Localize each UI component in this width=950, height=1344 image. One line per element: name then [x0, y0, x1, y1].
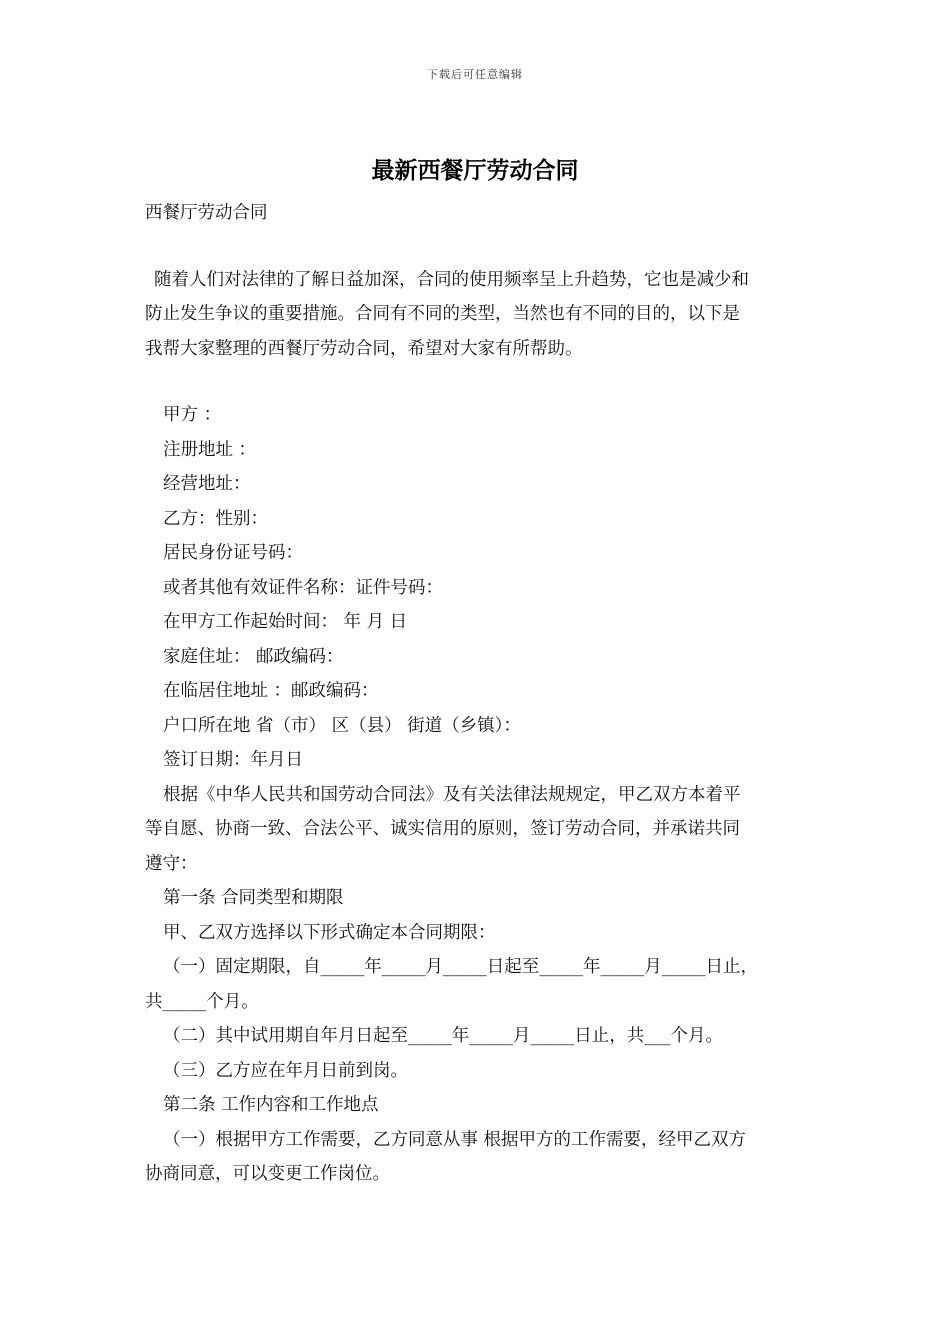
article-item: （一）固定期限，自_____年_____月_____日起至_____年_____月_____日止， [163, 957, 758, 977]
intro-line: 我帮大家整理的西餐厅劳动合同，希望对大家有所帮助。 [145, 338, 583, 359]
field-registered-address: 注册地址 ： [163, 439, 257, 460]
article-item-continuation: 协商同意，可以变更工作岗位。 [145, 1164, 390, 1184]
article-item-continuation: 共_____个月。 [145, 991, 259, 1012]
basis-line: 根据《中华人民共和国劳动合同法》及有关法律法规规定，甲乙双方本着平 [163, 784, 741, 805]
field-sign-date: 签订日期：年月日 [163, 750, 303, 770]
subtitle: 西餐厅劳动合同 [145, 203, 268, 223]
article-item: （二）其中试用期自年月日起至_____年_____月_____日止，共___个月。 [163, 1026, 723, 1046]
article-2 [145, 1088, 825, 1192]
article-heading: 第二条 工作内容和工作地点 [163, 1095, 379, 1115]
article-item: （三）乙方应在年月日前到岗。 [163, 1060, 408, 1081]
spacer [145, 231, 825, 263]
field-party-b: 乙方：性别： [163, 508, 268, 529]
article-text: 甲、乙双方选择以下形式确定本合同期限： [163, 922, 496, 943]
intro-paragraph [145, 263, 825, 367]
document-body [145, 196, 825, 1192]
document-title: 最新西餐厅劳动合同 [371, 157, 579, 184]
field-business-address: 经营地址： [163, 474, 251, 494]
article-1 [145, 881, 825, 1088]
article-heading: 第一条 合同类型和期限 [163, 888, 344, 908]
spacer [145, 366, 825, 398]
basis-line: 等自愿、协商一致、合法公平、诚实信用的原则，签订劳动合同，并承诺共同 [145, 819, 740, 839]
header-note: 下载后可任意编辑 [427, 68, 523, 81]
basis-paragraph [145, 778, 825, 882]
intro-line: 防止发生争议的重要措施。合同有不同的类型，当然也有不同的目的，以下是 [145, 304, 740, 324]
field-other-id: 或者其他有效证件名称：证件号码： [163, 577, 443, 598]
basis-line: 遵守： [145, 853, 198, 874]
article-item: （一）根据甲方工作需要，乙方同意从事 根据甲方的工作需要，经甲乙双方 [163, 1129, 747, 1150]
field-home-address: 家庭住址： 邮政编码： [163, 646, 344, 667]
field-start-date: 在甲方工作起始时间： 年 月 日 [163, 612, 408, 632]
intro-line: 随着人们对法律的了解日益加深，合同的使用频率呈上升趋势，它也是减少和 [154, 269, 749, 290]
field-id-number: 居民身份证号码： [163, 543, 303, 563]
field-household-registration: 户口所在地 省（市） 区（县） 街道（乡镇）： [163, 715, 521, 736]
field-party-a: 甲方 ： [163, 405, 222, 425]
field-temp-address: 在临居住地址 ：邮政编码： [163, 681, 379, 701]
party-fields [145, 398, 825, 778]
